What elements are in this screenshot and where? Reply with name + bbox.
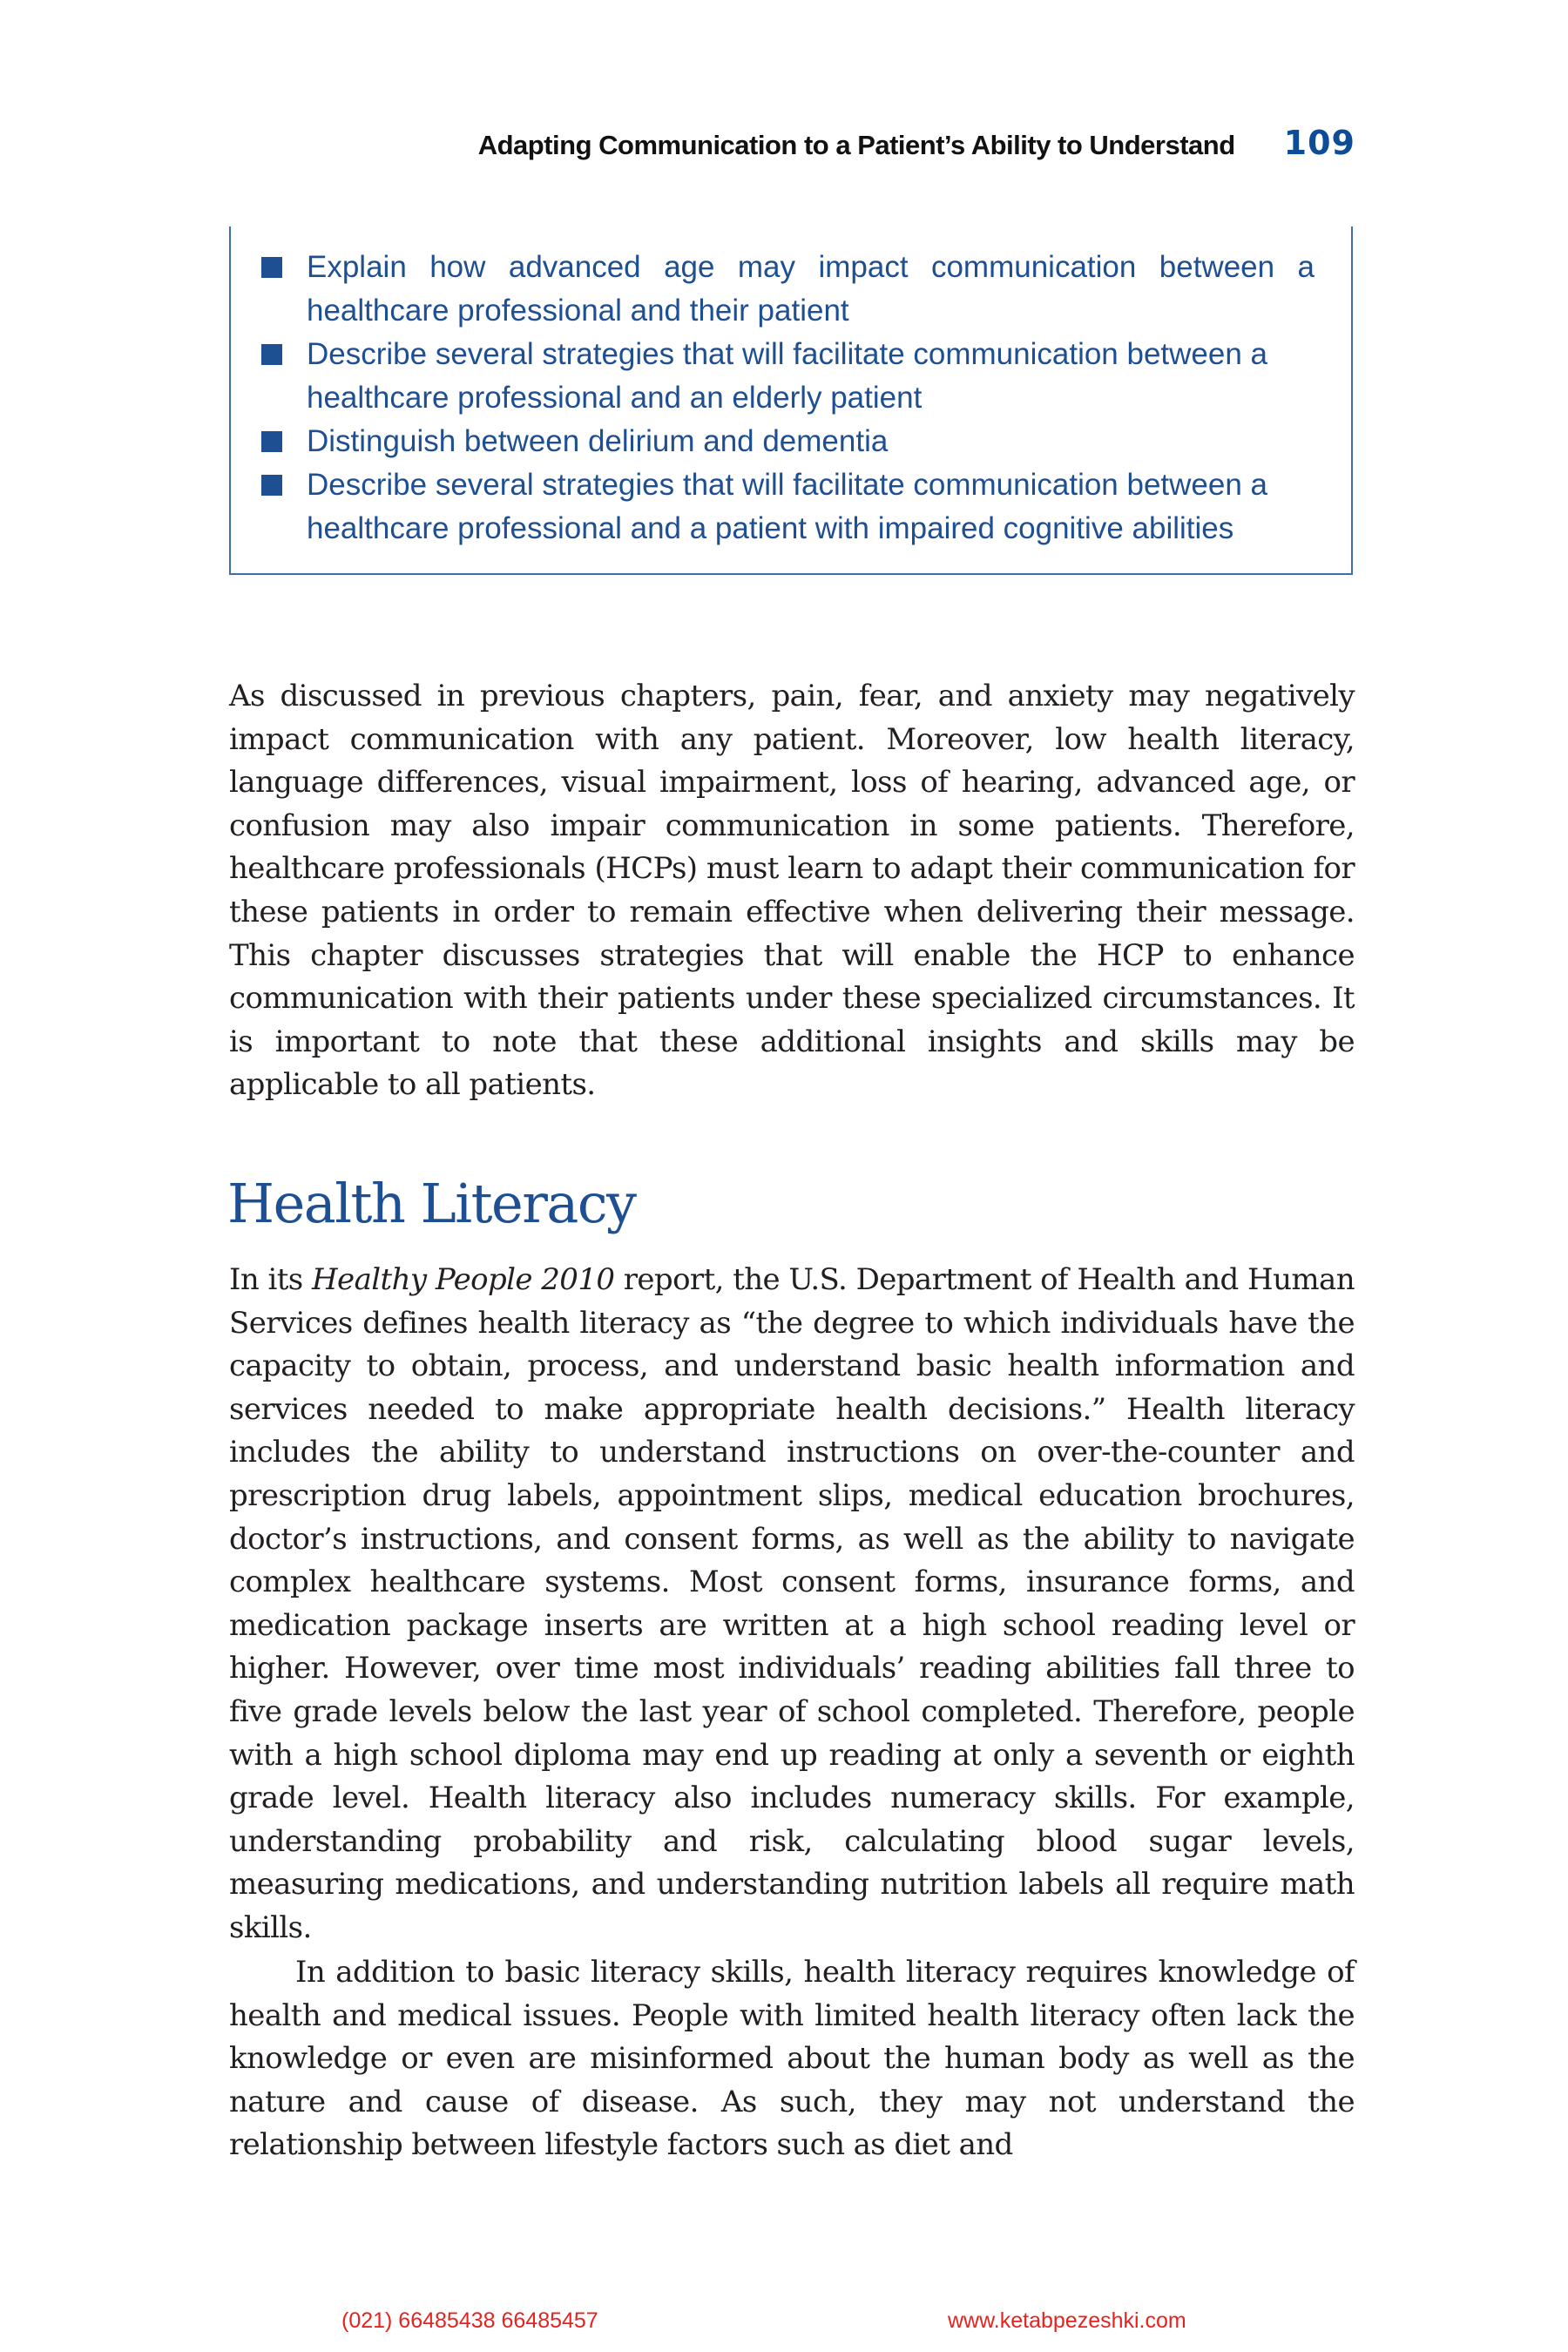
square-bullet-icon <box>261 257 282 278</box>
section-heading: Health Literacy <box>227 1172 636 1235</box>
objective-item <box>261 333 1315 420</box>
page-header <box>0 124 1355 162</box>
square-bullet-icon <box>261 475 282 496</box>
page-footer <box>0 2308 1568 2335</box>
objective-text: Distinguish between delirium and dementia <box>307 424 889 458</box>
report-title: Healthy People 2010 <box>312 1262 615 1297</box>
objective-item <box>261 463 1315 551</box>
objective-text: Explain how advanced age may impact communication between a healthcare professional and their patient <box>307 250 1315 328</box>
objectives-list <box>261 246 1315 551</box>
objective-item <box>261 246 1315 333</box>
health-literacy-paragraph-2: In addition to basic literacy skills, health literacy requires knowledge of health and medical issues. People with limited health literacy often lack the knowledge or even are misinformed about the human body as well as the nature and cause of disease. As such, they may not understand the relationship between lifestyle factors such as diet and <box>229 1955 1355 2163</box>
learning-objectives-box <box>229 226 1353 575</box>
footer-website-link[interactable]: www.ketabpezeshki.com <box>948 2308 1186 2333</box>
footer-phone: (021) 66485438 66485457 <box>341 2308 598 2333</box>
square-bullet-icon <box>261 431 282 452</box>
square-bullet-icon <box>261 344 282 365</box>
health-literacy-paragraph-1 <box>229 1259 1355 1950</box>
running-head: Adapting Communication to a Patient’s Ability to Understand <box>477 130 1235 160</box>
para1-rest: report, the U.S. Department of Health and Human Services defines health literacy as “the degree to which individuals have the capacity to obtain, process, and understand basic health information and services needed to make appropriate health decisions.” Health literacy includes the ability to understand instructions on over-the-counter and prescription drug labels, appointment slips, medical education brochures, doctor’s instructions, and consent forms, as well as the ability to navigate complex healthcare systems. Most consent forms, insurance forms, and medication package inserts are written at a high school reading level or higher. However, over time most individuals’ reading abilities fall three to five grade levels below the last year of school completed. Therefore, people with a high school diploma may end up reading at only a seventh or eighth grade level. Health literacy also includes numeracy skills. For example, understanding probability and risk, calculating blood sugar levels, measuring medications, and understanding nutrition labels all require math skills. <box>229 1262 1355 1945</box>
objective-text: Describe several strategies that will facilitate communication between a healthcare professional and a patient with impaired cognitive abilities <box>307 468 1268 545</box>
objective-item <box>261 420 1315 463</box>
para1-start: In its <box>229 1262 312 1297</box>
objective-text: Describe several strategies that will facilitate communication between a healthcare professional and an elderly patient <box>307 337 1268 415</box>
page-number: 109 <box>1283 124 1355 162</box>
intro-paragraph: As discussed in previous chapters, pain, fear, and anxiety may negatively impact communication with any patient. Moreover, low health literacy, language differences, visual impairment, loss of hearing, advanced age, or confusion may also impair communication in some patients. Therefore, healthcare professionals (HCPs) must learn to adapt their communication for these patients in order to remain effective when delivering their message. This chapter discusses strategies that will enable the HCP to enhance communication with their patients under these specialized circumstances. It is important to note that these additional insights and skills may be applicable to all patients. <box>229 679 1355 1103</box>
